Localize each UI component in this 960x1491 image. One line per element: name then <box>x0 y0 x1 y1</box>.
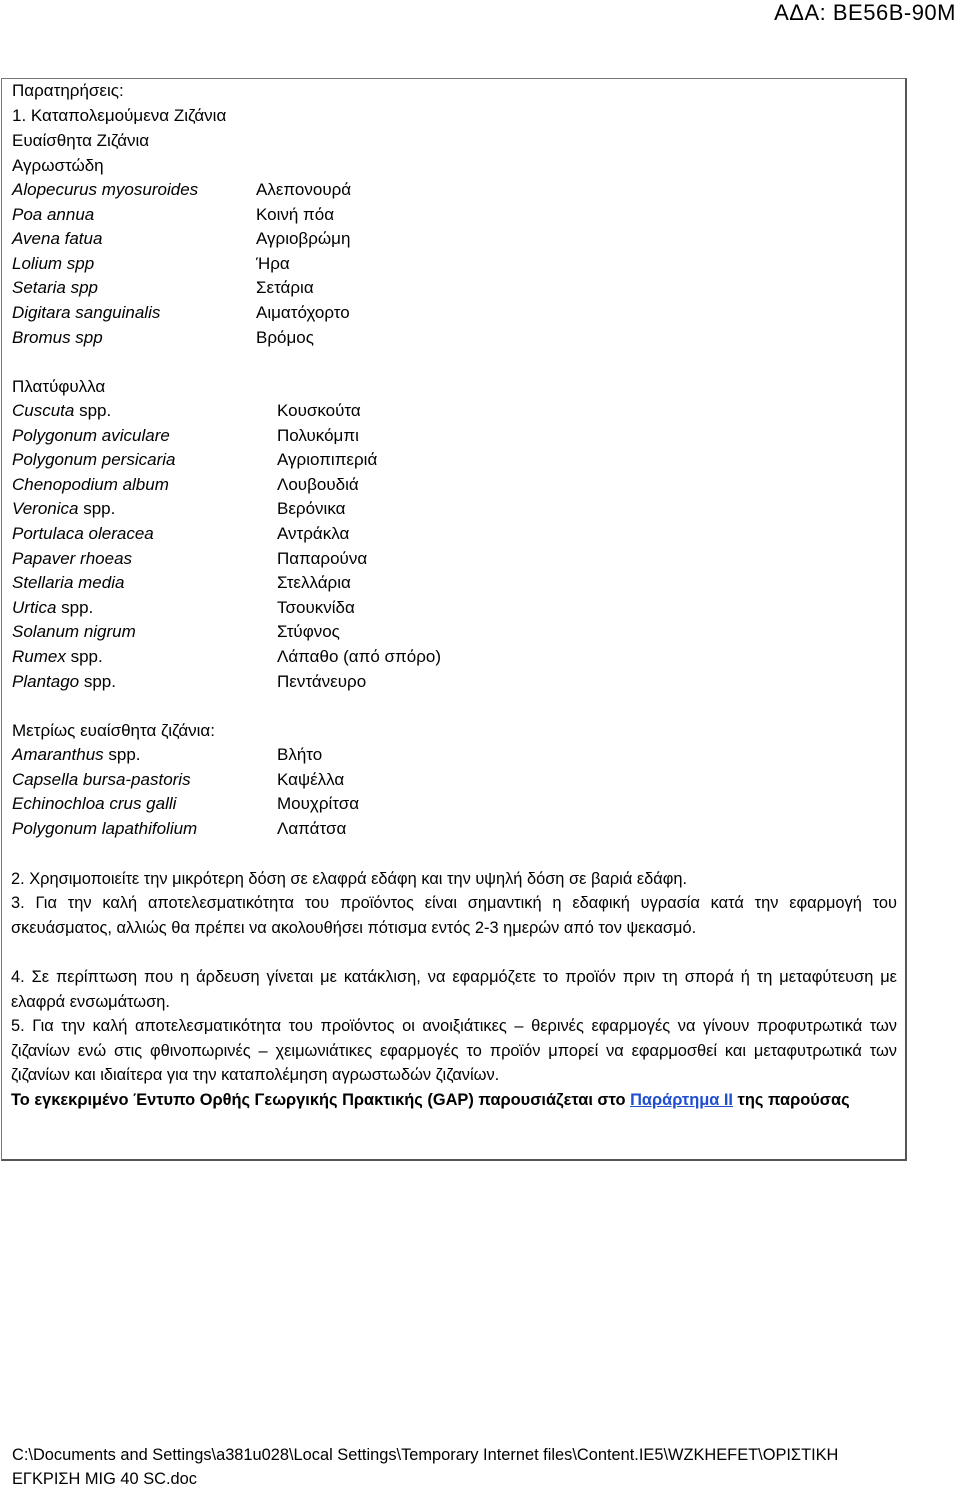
weed-latin-name <box>12 523 154 545</box>
weed-greek-name: Πεντάνευρο <box>277 671 367 691</box>
latin-suffix: spp. <box>65 647 103 666</box>
grasses-title: Αγρωστώδη <box>12 156 104 175</box>
weed-greek-name: Πολυκόμπι <box>277 425 359 445</box>
weed-latin-name <box>12 769 191 791</box>
notes-title: Παρατηρήσεις: <box>12 81 124 100</box>
latin-genus: Portulaca oleracea <box>12 524 154 543</box>
latin-genus: Plantago <box>12 671 80 691</box>
note-2: 2. Χρησιμοποιείτε την μικρότερη δόση σε ελαφρά εδάφη και την υψηλή δόση σε βαριά εδάφη. <box>11 870 688 888</box>
latin-genus: Alopecurus myosuroides <box>12 180 199 199</box>
weed-greek-name: Παπαρούνα <box>277 548 368 568</box>
weed-latin-name <box>12 621 136 643</box>
weed-greek-name: Αιματόχορτο <box>256 303 350 322</box>
latin-suffix: spp. <box>56 597 94 617</box>
weed-latin-name <box>12 449 175 471</box>
weed-greek-name: Αντράκλα <box>277 524 350 543</box>
file-path-line-2: ΕΓΚΡΙΣΗ MIG 40 SC.doc <box>12 1470 197 1488</box>
weed-latin-name <box>12 277 98 299</box>
weed-latin-name <box>12 671 116 693</box>
weed-greek-name: Τσουκνίδα <box>277 597 355 617</box>
latin-suffix: spp. <box>74 401 112 420</box>
moderate-title: Μετρίως ευαίσθητα ζιζάνια: <box>12 721 215 740</box>
document-code: ΑΔΑ: ΒΕ56Β-90Μ <box>774 0 956 25</box>
gap-text-before: Το εγκεκριμένο Έντυπο Ορθής Γεωργικής Πρακτικής (GAP) παρουσιάζεται στο <box>11 1091 631 1109</box>
latin-genus: Capsella bursa-pastoris <box>12 769 191 789</box>
weed-latin-name <box>12 179 198 201</box>
gap-text-after: της παρούσας <box>732 1091 850 1109</box>
weed-greek-name: Βρόμος <box>256 327 314 347</box>
file-path-line-1: C:\Documents and Settings\a381u028\Local Settings\Temporary Internet files\Content.IE5\WZKHEFET\ΟΡΙΣΤΙΚΗ <box>12 1446 839 1464</box>
weed-latin-name <box>12 818 197 840</box>
latin-genus: Bromus spp <box>12 327 103 347</box>
latin-genus: Digitara sanguinalis <box>12 303 161 322</box>
weed-latin-name <box>12 744 141 766</box>
latin-genus: Amaranthus <box>12 745 104 764</box>
latin-genus: Setaria spp <box>12 278 98 298</box>
weed-greek-name: Βερόνικα <box>277 499 346 519</box>
broadleaf-title: Πλατύφυλλα <box>12 377 106 396</box>
weed-greek-name: Κοινή πόα <box>256 204 335 224</box>
latin-genus: Stellaria media <box>12 573 125 593</box>
weed-greek-name: Σετάρια <box>256 278 314 298</box>
weed-greek-name: Λαπάτσα <box>277 818 347 838</box>
note-4: 4. Σε περίπτωση που η άρδευση γίνεται με κατάκλιση, να εφαρμόζετε το προϊόν πριν τη σπορά ή τη μεταφύτευση με ελαφρά ενσωμάτωση. <box>11 968 897 1011</box>
latin-genus: Lolium spp <box>12 253 95 273</box>
weed-latin-name <box>12 548 132 570</box>
gap-statement <box>11 1088 897 1113</box>
weed-latin-name <box>12 327 103 349</box>
weed-latin-name <box>12 302 160 324</box>
weed-latin-name <box>12 228 102 250</box>
latin-genus: Avena fatua <box>12 229 103 249</box>
weed-latin-name <box>12 474 169 496</box>
latin-genus: Urtica <box>12 597 57 617</box>
weed-greek-name: Ήρα <box>256 253 290 273</box>
latin-genus: Rumex <box>12 647 66 666</box>
latin-genus: Veronica <box>12 499 79 519</box>
weed-greek-name: Κουσκούτα <box>277 401 361 420</box>
latin-genus: Echinochloa crus galli <box>12 794 177 814</box>
weed-latin-name <box>12 498 115 520</box>
latin-genus: Papaver rhoeas <box>12 548 133 568</box>
latin-genus: Polygonum persicaria <box>12 450 176 470</box>
latin-genus: Polygonum lapathifolium <box>12 818 198 838</box>
weed-latin-name <box>12 646 103 668</box>
latin-genus: Poa annua <box>12 204 95 224</box>
weed-greek-name: Αγριοβρώμη <box>256 229 351 249</box>
weed-greek-name: Λουβουδιά <box>277 474 359 494</box>
note-5: 5. Για την καλή αποτελεσματικότητα του προϊόντος οι ανοιξιάτικες – θερινές εφαρμογές να γίνουν προφυτρωτικά των ζιζανίων ενώ στις φθινοπωρινές – χειμωνιάτικες εφαρμογές το προϊόν μπορεί να εφαρμοσθεί και μεταφυτρωτικά των ζιζανίων και ιδιαίτερα για την καταπολέμηση αγρωστωδών ζιζανίων. <box>11 1017 897 1085</box>
weed-greek-name: Μουχρίτσα <box>277 794 360 814</box>
latin-genus: Chenopodium album <box>12 474 169 494</box>
weed-latin-name <box>12 572 124 594</box>
weed-greek-name: Αλεπονουρά <box>256 180 352 199</box>
weed-greek-name: Αγριοπιπεριά <box>277 450 378 470</box>
weed-greek-name: Καψέλλα <box>277 769 345 789</box>
note-3: 3. Για την καλή αποτελεσματικότητα του προϊόντος είναι σημαντική η εδαφική υγρασία κατά την εφαρμογή του σκευάσματος, αλλιώς θα πρέπει να ακολουθήσει πότισμα εντός 2-3 ημερών από τον ψεκασμό. <box>11 894 897 937</box>
sensitive-weeds-title: Ευαίσθητα Ζιζάνια <box>12 131 150 150</box>
weed-latin-name <box>12 253 94 275</box>
weed-greek-name: Στύφνος <box>277 622 340 642</box>
latin-genus: Solanum nigrum <box>12 622 136 642</box>
latin-genus: Polygonum aviculare <box>12 425 170 445</box>
weed-greek-name: Λάπαθο (από σπόρο) <box>277 647 441 666</box>
latin-suffix: spp. <box>78 499 116 519</box>
weed-latin-name <box>12 793 176 815</box>
annex-link[interactable]: Παράρτημα ΙΙ <box>630 1091 733 1109</box>
weed-latin-name <box>12 425 170 447</box>
weed-latin-name <box>12 597 93 619</box>
latin-suffix: spp. <box>79 671 116 691</box>
latin-suffix: spp. <box>103 745 141 764</box>
weed-latin-name <box>12 400 111 422</box>
weed-greek-name: Στελλάρια <box>277 573 351 593</box>
weed-latin-name <box>12 204 94 226</box>
latin-genus: Cuscuta <box>12 401 75 420</box>
weed-greek-name: Βλήτο <box>277 745 323 764</box>
section-1-title: 1. Καταπολεμούμενα Ζιζάνια <box>12 106 227 125</box>
